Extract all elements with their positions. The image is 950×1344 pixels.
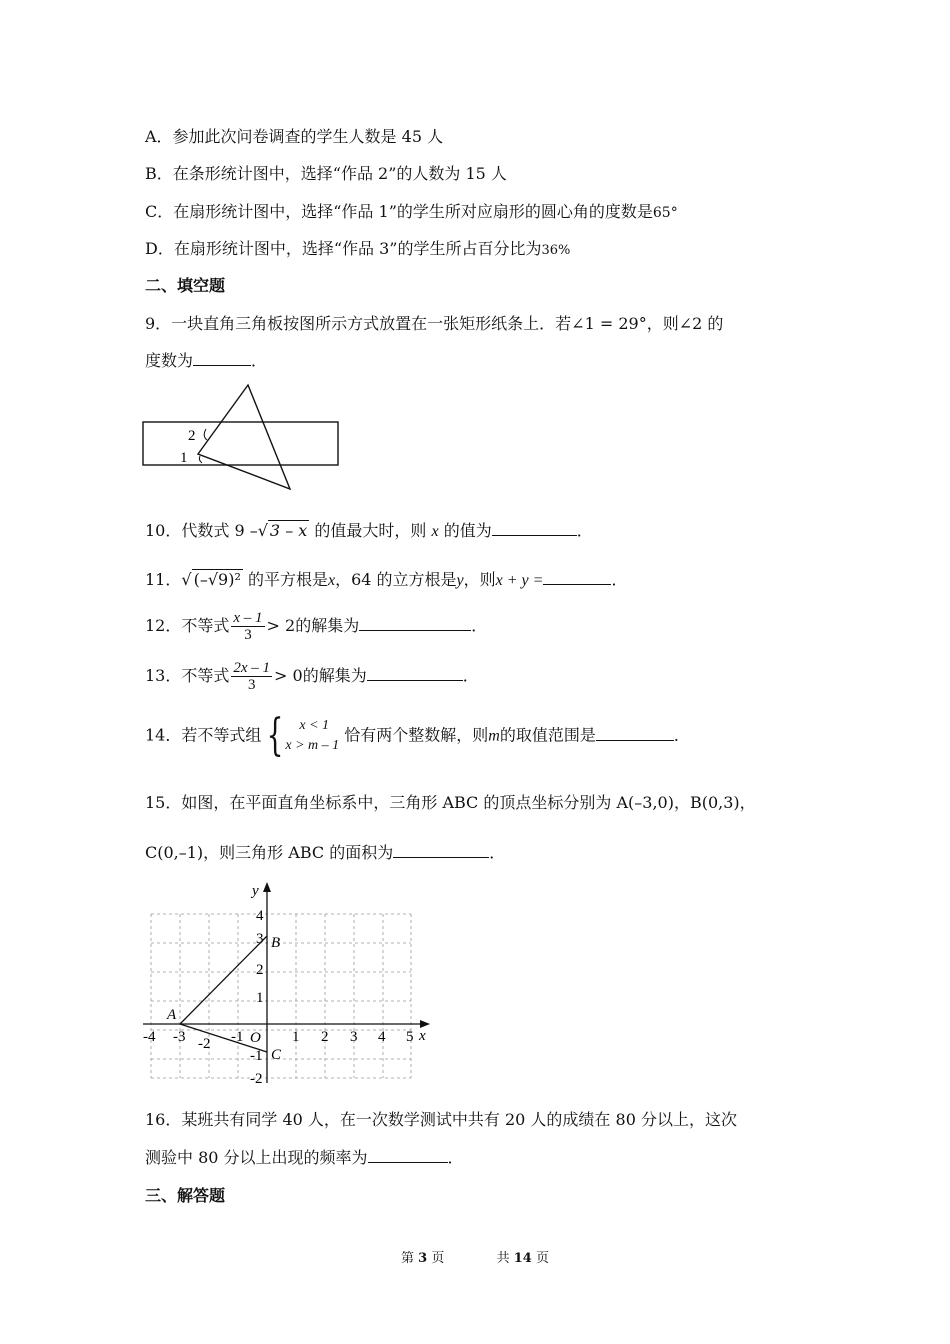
ytick: -1 bbox=[250, 1048, 263, 1064]
q14-pre: 14．若不等式组 bbox=[145, 725, 262, 745]
q9-line1: 9．一块直角三角板按图所示方式放置在一张矩形纸条上．若∠1 = 29°，则∠2 的 bbox=[145, 314, 724, 333]
angle-1-arc bbox=[199, 456, 202, 463]
footer-page-number: 3 bbox=[418, 1251, 428, 1266]
q15-answer-blank bbox=[393, 843, 489, 858]
xtick: -1 bbox=[231, 1029, 244, 1045]
q10-end: ． bbox=[576, 521, 593, 540]
q13 bbox=[145, 660, 479, 693]
q11-mid: ，64 的立方根是 bbox=[335, 570, 457, 589]
xtick: 4 bbox=[378, 1029, 386, 1045]
axis-y-label: y bbox=[252, 883, 259, 899]
origin-label: O bbox=[250, 1030, 261, 1046]
q15-coordinate-figure bbox=[138, 878, 438, 1090]
xtick: 2 bbox=[321, 1029, 329, 1045]
q12-answer-blank bbox=[359, 616, 471, 631]
xtick: 5 bbox=[406, 1029, 414, 1045]
q14-post: 恰有两个整数解，则 bbox=[344, 725, 489, 745]
q12-post: 的解集为 bbox=[295, 616, 360, 635]
q11-sum: x + y = bbox=[495, 572, 544, 589]
q12-end: ． bbox=[471, 616, 488, 635]
xtick: -3 bbox=[173, 1029, 186, 1045]
footer-page-prefix: 第 bbox=[400, 1251, 414, 1266]
q9-figure bbox=[140, 382, 345, 494]
q13-post: 的解集为 bbox=[302, 666, 367, 685]
q16-answer-blank bbox=[368, 1148, 448, 1163]
q13-relation: > 0 bbox=[274, 666, 303, 685]
xtick: -4 bbox=[143, 1029, 156, 1045]
xtick: 1 bbox=[292, 1029, 300, 1045]
q15-line2 bbox=[145, 840, 505, 863]
q10-radicand: 3 – x bbox=[269, 521, 308, 540]
q10-post: 的值最大时，则 bbox=[314, 521, 427, 540]
q14-row2: x > m – 1 bbox=[285, 738, 340, 753]
q12 bbox=[145, 610, 487, 643]
ytick: -2 bbox=[250, 1071, 263, 1087]
q11: 11．√ (–√9)² 的平方根是x，64 的立方根是y，则x + y = ． bbox=[145, 570, 628, 589]
q16-end: ． bbox=[447, 1148, 464, 1167]
q10-post2: 的值为 bbox=[443, 521, 492, 540]
option-c bbox=[145, 199, 678, 222]
point-a-label: A bbox=[167, 1007, 177, 1023]
ytick: 1 bbox=[256, 990, 264, 1006]
triangle-ruler bbox=[198, 385, 290, 489]
section-fill-in-title: 二、填空题 bbox=[145, 276, 226, 295]
q11-expr: (–√9)² bbox=[193, 570, 241, 589]
q15-line1: 15．如图，在平面直角坐标系中，三角形 ABC 的顶点坐标分别为 A(–3,0)，B(0,3)， bbox=[145, 793, 756, 812]
point-c-label: C bbox=[271, 1047, 282, 1063]
y-tick-labels bbox=[250, 908, 264, 1087]
q12-fraction bbox=[231, 610, 264, 643]
angle-2-arc bbox=[204, 429, 207, 440]
q11-x: x bbox=[327, 572, 336, 589]
angle-2-label: 2 bbox=[188, 428, 196, 444]
option-b: B．在条形统计图中，选择“作品 2”的人数为 15 人 bbox=[145, 164, 507, 183]
q10-answer-blank bbox=[492, 521, 577, 536]
q16-line1: 16．某班共有同学 40 人，在一次数学测试中共有 20 人的成绩在 80 分以上，这次 bbox=[145, 1110, 737, 1129]
q13-pre: 13．不等式 bbox=[145, 666, 230, 685]
q13-end: ． bbox=[462, 666, 479, 685]
q15-prompt: C(0,–1)，则三角形 ABC 的面积为 bbox=[145, 843, 394, 862]
q11-answer-blank bbox=[543, 570, 611, 585]
q14-brace: { bbox=[266, 710, 284, 761]
option-a: A．参加此次问卷调查的学生人数是 45 人 bbox=[145, 127, 444, 146]
q14-row1: x < 1 bbox=[299, 718, 330, 733]
q11-end: ． bbox=[611, 570, 628, 589]
q10: 10．代数式 9 –√ 3 – x 的值最大时，则 x 的值为 ． bbox=[145, 521, 593, 540]
xtick: -2 bbox=[198, 1036, 211, 1052]
option-d-value: 36% bbox=[541, 243, 571, 258]
ytick: 4 bbox=[256, 908, 264, 924]
q12-denominator: 3 bbox=[244, 627, 252, 643]
paper-strip bbox=[143, 422, 338, 465]
q13-fraction bbox=[231, 660, 272, 693]
footer-total-unit: 页 bbox=[536, 1251, 550, 1266]
ytick: 2 bbox=[256, 962, 264, 978]
q16-line2 bbox=[145, 1145, 464, 1168]
footer-total-number: 14 bbox=[513, 1251, 532, 1266]
page-footer bbox=[0, 1247, 950, 1266]
angle-1-label: 1 bbox=[180, 450, 188, 466]
q12-relation: > 2 bbox=[266, 616, 296, 635]
q16-prompt: 测验中 80 分以上出现的频率为 bbox=[145, 1148, 368, 1167]
q15-end: ． bbox=[489, 843, 506, 862]
q9-prompt: 度数为 bbox=[145, 351, 194, 370]
q9-line2 bbox=[145, 348, 267, 371]
q12-pre: 12．不等式 bbox=[145, 616, 230, 635]
option-d bbox=[145, 236, 570, 259]
q11-y: y bbox=[456, 572, 464, 589]
q9-answer-blank bbox=[193, 351, 251, 366]
option-c-text: C．在扇形统计图中，选择“作品 1”的学生所对应扇形的圆心角的度数是 bbox=[145, 202, 653, 221]
q14-answer-blank bbox=[596, 726, 674, 741]
axis-x-label: x bbox=[419, 1028, 426, 1044]
x-axis-arrow bbox=[420, 1020, 430, 1028]
q14-post2: 的取值范围是 bbox=[499, 725, 596, 745]
q10-pre: 10．代数式 9 – bbox=[145, 521, 258, 540]
q14-end: ． bbox=[673, 725, 690, 745]
q13-numerator: 2x – 1 bbox=[233, 660, 271, 676]
point-b-label: B bbox=[271, 935, 281, 951]
q11-pre: 11． bbox=[145, 570, 182, 589]
xtick: 3 bbox=[350, 1029, 358, 1045]
q14 bbox=[145, 710, 690, 761]
q10-var: x bbox=[431, 523, 439, 540]
footer-page-unit: 页 bbox=[431, 1251, 445, 1266]
q14-m: m bbox=[488, 727, 500, 745]
footer-total-prefix: 共 bbox=[496, 1251, 510, 1266]
option-d-text: D．在扇形统计图中，选择“作品 3”的学生所占百分比为 bbox=[145, 239, 542, 258]
ytick: 3 bbox=[256, 931, 264, 947]
q12-numerator: x – 1 bbox=[233, 610, 263, 626]
q9-end: ． bbox=[251, 351, 268, 370]
section-answer-title: 三、解答题 bbox=[145, 1186, 226, 1205]
q11-post: 的平方根是 bbox=[247, 570, 328, 589]
option-c-value: 65° bbox=[652, 205, 678, 221]
y-axis-arrow bbox=[263, 882, 271, 892]
q13-denominator: 3 bbox=[247, 677, 256, 693]
q14-system bbox=[261, 710, 340, 761]
q13-answer-blank bbox=[367, 666, 463, 681]
q11-post2: ，则 bbox=[463, 570, 496, 589]
